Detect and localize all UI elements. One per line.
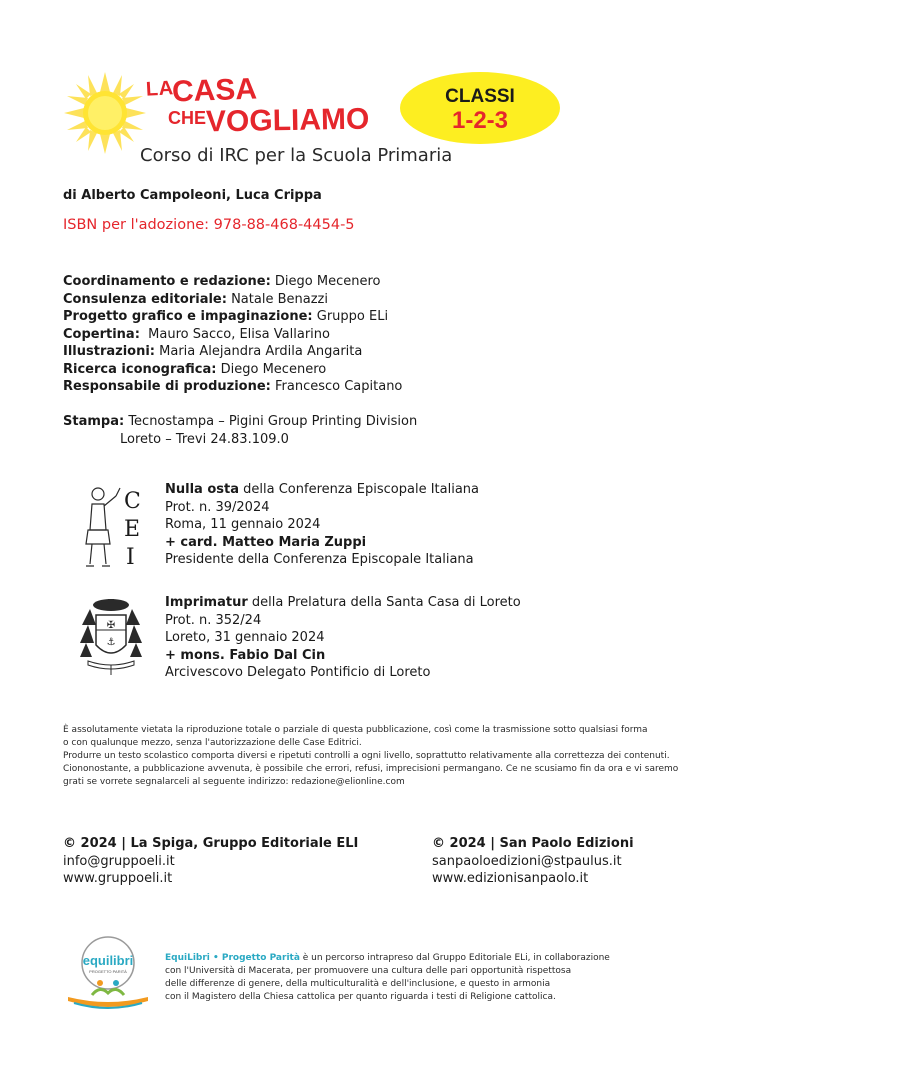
credit-label: Copertina: — [63, 326, 140, 342]
nulla-osta-role: Presidente della Conferenza Episcopale Italiana — [165, 552, 474, 567]
credit-row — [63, 378, 402, 396]
publisher-san-paolo — [432, 835, 634, 888]
nulla-osta-title: Nulla osta — [165, 482, 240, 497]
credit-row — [63, 273, 402, 291]
imprimatur-prot: Prot. n. 352/24 — [165, 612, 262, 628]
publisher-website[interactable]: www.gruppoeli.it — [63, 871, 173, 886]
credit-value: Francesco Capitano — [270, 379, 403, 394]
imprimatur-title: Imprimatur — [165, 595, 248, 610]
svg-text:⚓: ⚓ — [106, 637, 116, 648]
publisher-name: © 2024 | San Paolo Edizioni — [432, 836, 634, 851]
imprimatur-block — [165, 594, 521, 682]
coat-of-arms-icon — [78, 595, 144, 677]
nulla-osta-title-rest: della Conferenza Episcopale Italiana — [239, 482, 479, 497]
title-word-vogliamo: VOGLIAMO — [205, 102, 370, 139]
credit-row — [63, 291, 402, 309]
credit-value: Maria Alejandra Ardila Angarita — [155, 344, 363, 359]
imprimatur-title-rest: della Prelatura della Santa Casa di Loreto — [247, 595, 521, 610]
book-subtitle: Corso di IRC per la Scuola Primaria — [140, 145, 453, 166]
imprimatur-date: Loreto, 31 gennaio 2024 — [165, 630, 325, 645]
publisher-name: © 2024 | La Spiga, Gruppo Editoriale ELI — [63, 836, 359, 851]
imprimatur-signer: + mons. Fabio Dal Cin — [165, 647, 326, 663]
credit-label: Progetto grafico e impaginazione: — [63, 309, 313, 324]
credit-label: Illustrazioni: — [63, 344, 156, 359]
publisher-email[interactable]: sanpaoloedizioni@stpaulus.it — [432, 853, 622, 869]
credit-label: Responsabile di produzione: — [63, 379, 271, 394]
equilibri-text — [165, 952, 625, 1004]
legal-line: È assolutamente vietata la riproduzione totale o parziale di questa pubblicazione, così come la trasmissione sotto qualsiasi forma — [63, 725, 648, 735]
equilibri-line: delle differenze di genere, della multiculturalità e dell'inclusione, e questo in armonia — [165, 979, 551, 989]
credit-label: Ricerca iconografica: — [63, 361, 217, 377]
classi-range: 1-2-3 — [451, 107, 509, 134]
classi-badge — [400, 72, 560, 144]
title-word-casa: CASA — [171, 72, 258, 109]
credit-label: Consulenza editoriale: — [63, 291, 227, 307]
credit-row — [63, 361, 402, 379]
imprimatur-role: Arcivescovo Delegato Pontificio di Loreto — [165, 665, 431, 680]
credit-value: Mauro Sacco, Elisa Vallarino — [139, 326, 330, 342]
legal-notice — [63, 724, 763, 789]
legal-line: Produrre un testo scolastico comporta diversi e ripetuti controlli a ogni livello, soprattutto relativamente alla correttezza dei contenuti. — [63, 751, 670, 761]
equilibri-brand: EquiLibri • Progetto Parità — [165, 953, 300, 963]
svg-text:E: E — [124, 517, 141, 542]
classi-label: CLASSI — [445, 86, 515, 107]
cei-emblem-icon — [78, 478, 144, 576]
legal-line: o con qualunque mezzo, senza l'autorizzazione delle Case Editrici. — [63, 738, 362, 748]
nulla-osta-date: Roma, 11 gennaio 2024 — [165, 517, 321, 532]
credit-label: Coordinamento e redazione: — [63, 274, 271, 289]
publisher-eli — [63, 835, 358, 888]
equilibri-logo-tag: PROGETTO PARITÀ — [89, 969, 127, 974]
publisher-email[interactable]: info@gruppoeli.it — [63, 853, 175, 869]
nulla-osta-signer: + card. Matteo Maria Zuppi — [165, 534, 367, 550]
stampa-line2: Loreto – Trevi 24.83.109.0 — [120, 431, 289, 447]
stampa-block — [63, 413, 417, 448]
equilibri-line: con l'Università di Macerata, per promuovere una cultura delle pari opportunità rispettosa — [165, 966, 572, 976]
svg-text:✠: ✠ — [106, 620, 116, 631]
equilibri-logo-icon — [64, 935, 152, 1015]
equilibri-logo-word: equilibri — [82, 953, 134, 968]
nulla-osta-prot: Prot. n. 39/2024 — [165, 499, 270, 515]
title-word-che: CHE — [168, 108, 207, 128]
equilibri-line: è un percorso intrapreso dal Gruppo Editoriale ELi, in collaborazione — [299, 953, 610, 963]
stampa-label: Stampa: — [63, 414, 125, 429]
authors: di Alberto Campoleoni, Luca Crippa — [63, 188, 322, 203]
stampa-line1: Tecnostampa – Pigini Group Printing Division — [124, 414, 418, 429]
sun-icon — [64, 72, 146, 154]
credit-value: Diego Mecenero — [216, 361, 327, 377]
legal-line: Ciononostante, a pubblicazione avvenuta, è possibile che errori, refusi, imprecisioni permangano. Ce ne scusiamo fin da ora e vi saremo — [63, 764, 679, 774]
nulla-osta-block — [165, 481, 479, 569]
publisher-website[interactable]: www.edizionisanpaolo.it — [432, 871, 589, 886]
svg-text:C: C — [124, 489, 141, 514]
credit-value: Diego Mecenero — [270, 274, 381, 289]
equilibri-line: con il Magistero della Chiesa cattolica per quanto riguarda i testi di Religione cattolica. — [165, 992, 556, 1002]
title-word-la: LA — [145, 77, 175, 101]
credit-row — [63, 308, 402, 326]
credit-value: Gruppo ELi — [312, 309, 389, 324]
svg-text:I: I — [126, 545, 135, 570]
isbn: ISBN per l'adozione: 978-88-468-4454-5 — [63, 217, 355, 233]
credit-row — [63, 343, 402, 361]
credits-list — [63, 273, 402, 396]
legal-line: grati se vorrete segnalarceli al seguente indirizzo: redazione@elionline.com — [63, 777, 405, 787]
credit-value: Natale Benazzi — [226, 291, 328, 307]
credit-row — [63, 326, 402, 344]
